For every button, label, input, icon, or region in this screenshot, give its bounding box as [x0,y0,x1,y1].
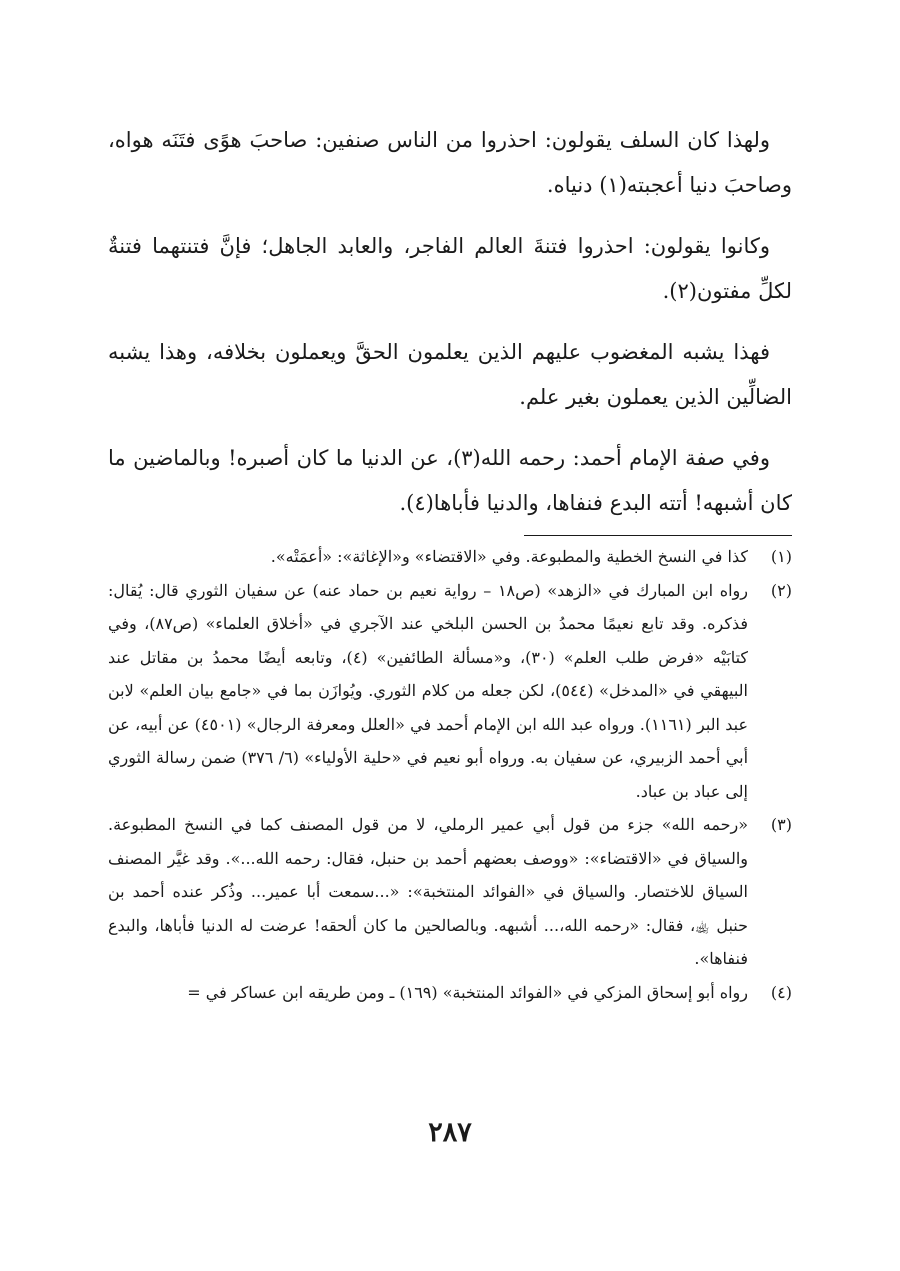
footnote-number: (٣) [770,815,792,834]
footnote-divider [524,535,792,536]
footnotes [108,540,792,1009]
page-number: ٢٨٧ [428,1117,472,1148]
footnote-text: كذا في النسخ الخطية والمطبوعة. وفي «الاقتضاء» و«الإغاثة»: «أعمَتْه». [270,547,748,566]
footnote-text: رواه أبو إسحاق المزكي في «الفوائد المنتخبة» (١٦٩) ـ ومن طريقه ابن عساكر في = [187,982,748,1002]
footnote-number: (٢) [770,580,792,600]
footnote [108,540,792,574]
paragraph-comparison: فهذا يشبه المغضوب عليهم الذين يعلمون الحقَّ ويعملون بخلافه، وهذا يشبه الضالِّين الذين يعملون بغير علم. [108,340,792,409]
paragraph-two-fitnas: وكانوا يقولون: احذروا فتنةَ العالم الفاجر، والعابد الجاهل؛ فإنَّ فتنتهما فتنةٌ لكلِّ مفتون(٢). [108,234,792,303]
main-text [108,118,792,542]
footnote-text: رواه ابن المبارك في «الزهد» (ص١٨ – رواية نعيم بن حماد عنه) عن سفيان الثوري قال: يُقال: فذكره. وقد تابع نعيمًا محمدُ بن الحسن البلخي عند الآجري في «أخلاق العلماء» (ص٨٧)، وفي كتابَيْه «فرض طلب العلم» (٣٠)، و«مسألة الطائفين» (٤)، وتابعه أيضًا محمدُ بن مقاتل عند البيهقي في «المدخل» (٥٤٤)، لكن جعله من كلام الثوري. ويُوازَن بما في «جامع بيان العلم» لابن عبد البر (١١٦١). ورواه عبد الله ابن الإمام أحمد في «العلل ومعرفة الرجال» (٤٥٠١) عن أبيه، عن أبي أحمد الزبيري، عن سفيان به. ورواه أبو نعيم في «حلية الأولياء» (٦/ ٣٧٦) ضمن رسالة الثوري إلى عباد بن عباد. [108,580,749,801]
paragraph-salaf-warning: ولهذا كان السلف يقولون: احذروا من الناس صنفين: صاحبَ هوًى فتَنَه هواه، وصاحبَ دنيا أعجبته(١) دنياه. [108,128,792,197]
footnote [108,808,792,976]
footnote [108,574,792,809]
footnote [108,976,792,1010]
footnote-number: (٤) [770,982,792,1002]
paragraph-imam-ahmad: وفي صفة الإمام أحمد: رحمه الله(٣)، عن الدنيا ما كان أصبره! وبالماضين ما كان أشبهه! أتته البدع فنفاها، والدنيا فأباها(٤). [108,446,792,515]
footnote-text: «رحمه الله» جزء من قول أبي عمير الرملي، لا من قول المصنف كما في النسخ المطبوعة. والسياق في «الاقتضاء»: «ووصف بعضهم أحمد بن حنبل، فقال: رحمه الله...». وقد غيَّر المصنف السياق للاختصار. والسياق في «الفوائد المنتخبة»: «...سمعت أبا عمير... وذُكر عنده أحمد بن حنبل ﵀، فقال: «رحمه الله،... أشبهه. وبالصالحين ما كان ألحقه! عرضت له الدنيا فأباها، والبدع فنفاها». [108,815,748,968]
footnote-number: (١) [770,547,792,566]
